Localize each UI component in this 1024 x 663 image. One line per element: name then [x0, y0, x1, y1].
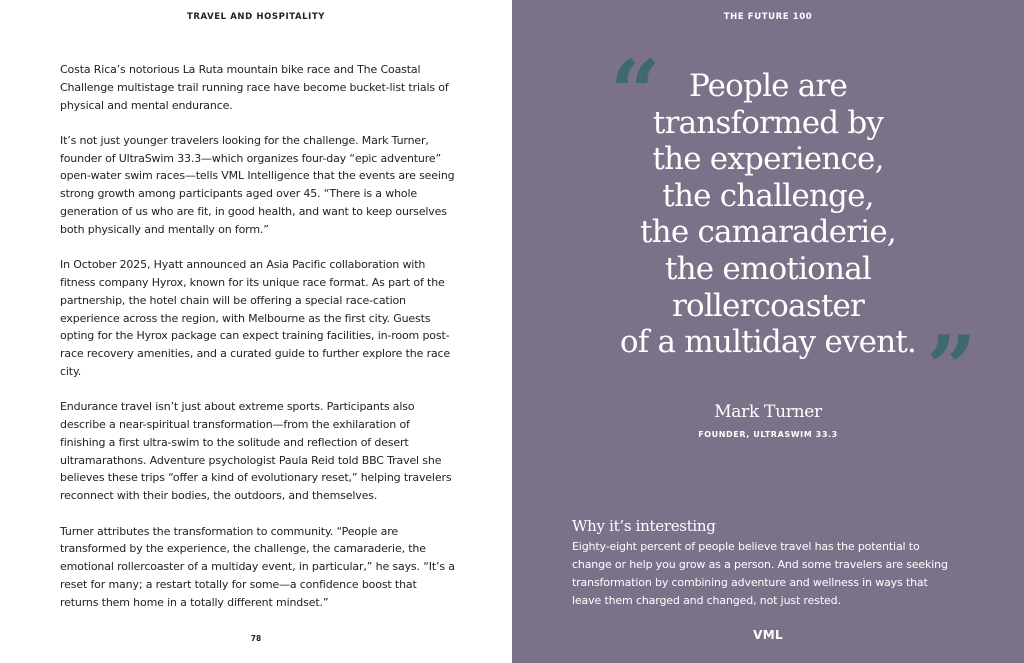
why-body: Eighty-eight percent of people believe travel has the potential to change or help you grow as a person. And some travelers are seeking transformation by combining adventure and wellness in ways that leave them charged and changed, not just rested.: [572, 540, 948, 607]
close-quote-icon: ”: [926, 316, 967, 420]
section-label: THE FUTURE 100: [723, 12, 813, 22]
paragraph: Costa Rica’s notorious La Ruta mountain bike race and The Coastal Challenge multistage trail running race have become bucket-list trials of physical and mental endurance.: [60, 63, 449, 112]
quote-line: the experience,: [652, 141, 884, 178]
page-number: 78: [250, 634, 262, 643]
attribution-name: Mark Turner: [714, 402, 822, 422]
attribution-role: FOUNDER, ULTRASWIM 33.3: [698, 430, 838, 439]
quote-line: rollercoaster: [671, 287, 865, 324]
article-body: [60, 61, 456, 629]
quote-line: of a multiday event.: [619, 324, 917, 361]
why-heading: Why it’s interesting: [572, 517, 716, 535]
quote-line: transformed by: [652, 104, 884, 141]
paragraph: Turner attributes the transformation to community. “People are transformed by the experience, the challenge, the camaraderie, the emotional rollercoaster of a multiday event, in particular,” he says. “It’s a reset for many; a restart totally for some—a confidence boost that returns them home in a totally different mindset.”: [60, 524, 455, 609]
right-page: [512, 0, 1024, 663]
paragraph: Endurance travel isn’t just about extreme sports. Participants also describe a near-spiritual transformation—from the exhilaration of finishing a first ultra-swim to the solitude and reflection of desert ultramarathons. Adventure psychologist Paula Reid told BBC Travel she believes these trips “offer a kind of evolutionary reset,” helping travelers reconnect with their bodies, the outdoors, and themselves.: [60, 400, 452, 503]
vml-logo: VML: [753, 628, 783, 642]
open-quote-icon: “: [610, 40, 651, 144]
quote-line: People are: [688, 68, 848, 104]
quote-line: the camaraderie,: [640, 214, 896, 251]
paragraph: In October 2025, Hyatt announced an Asia Pacific collaboration with fitness company Hyrox, known for its unique race format. As part of the partnership, the hotel chain will be offering a special race-cation experience across the region, with Melbourne as the first city. Guests opting for the Hyrox package can expect training facilities, in-room post-race recovery amenities, and a curated guide to further explore the race city.: [60, 258, 451, 378]
quote-line: the challenge,: [662, 177, 874, 214]
section-label: TRAVEL AND HOSPITALITY: [186, 12, 326, 22]
paragraph: It’s not just younger travelers looking for the challenge. Mark Turner, founder of UltraSwim 33.3—which organizes four-day “epic adventure” open-water swim races—tells VML Intelligence that the events are seeing strong growth among participants aged over 45. “There is a whole generation of us who are fit, in good health, and want to keep ourselves both physically and mentally on form.”: [60, 133, 455, 236]
quote-line: the emotional: [664, 250, 872, 287]
